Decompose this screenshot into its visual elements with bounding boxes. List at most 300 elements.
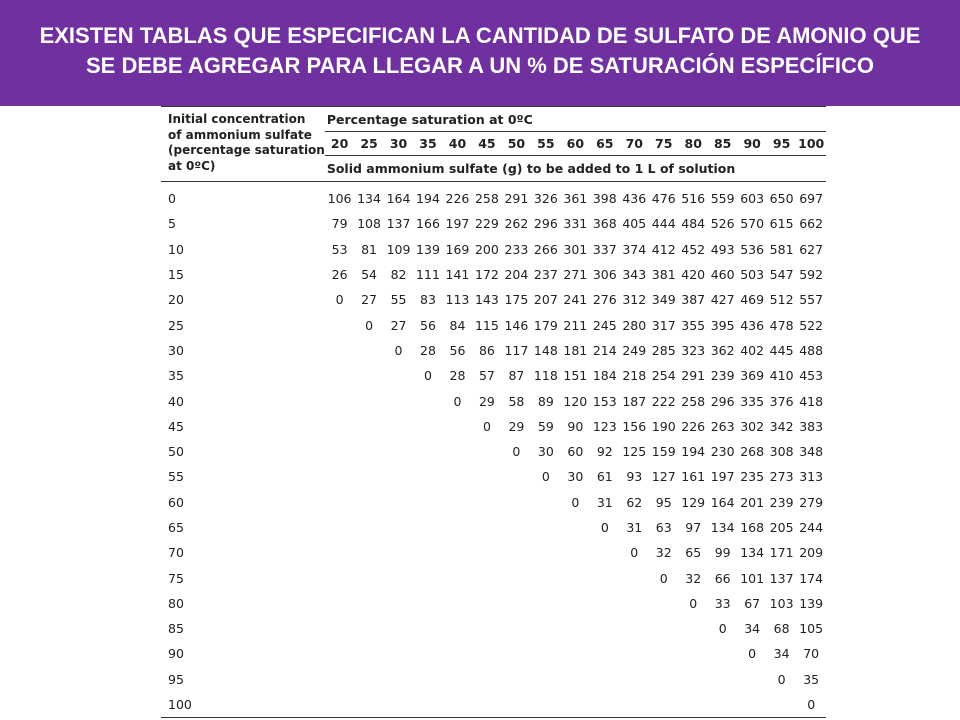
table-cell: 369 [740, 368, 765, 384]
table-cell [620, 616, 649, 641]
table-cell: 197 [445, 216, 470, 232]
table-cell: 32 [685, 570, 702, 586]
table-cell: 452 [681, 241, 706, 257]
table-row [161, 641, 826, 666]
table-cell [325, 641, 354, 666]
table-cell: 26 [331, 267, 348, 283]
table-cell: 469 [740, 292, 765, 308]
table-cell [413, 439, 442, 464]
table-cell: 335 [740, 393, 765, 409]
table-cell: 134 [740, 545, 765, 561]
table-cell: 99 [714, 545, 731, 561]
header-line: of ammonium sulfate [168, 127, 312, 142]
table-cell [561, 515, 590, 540]
table-cell: 0 [482, 418, 491, 434]
table-row [161, 262, 826, 287]
title-banner [0, 0, 960, 106]
table-cell: 28 [449, 368, 466, 384]
table-cell: 405 [622, 216, 647, 232]
table-cell [443, 667, 472, 692]
table-cell: 141 [445, 267, 470, 283]
table-cell [649, 591, 678, 616]
table-cell [413, 692, 442, 718]
table-cell [708, 692, 737, 718]
table-cell [502, 515, 531, 540]
percentage-saturation-header: Percentage saturation at 0ºC [325, 107, 826, 132]
table-cell: 0 [630, 545, 639, 561]
table-cell [325, 414, 354, 439]
table-cell: 418 [799, 393, 824, 409]
solid-ammonium-sulfate-header: Solid ammonium sulfate (g) to be added to 1 L of solution [325, 156, 826, 182]
table-cell: 30 [537, 444, 554, 460]
table-cell: 239 [769, 494, 794, 510]
table-cell: 460 [710, 267, 735, 283]
percentage-column-header: 55 [531, 132, 560, 156]
table-cell: 156 [622, 418, 647, 434]
initial-concentration-cell: 55 [168, 469, 184, 485]
table-cell [384, 388, 413, 413]
table-cell: 285 [651, 342, 676, 358]
table-cell: 222 [651, 393, 676, 409]
table-cell: 0 [689, 595, 698, 611]
table-cell: 113 [445, 292, 470, 308]
table-cell [354, 363, 383, 388]
table-cell [413, 667, 442, 692]
table-cell [561, 565, 590, 590]
table-cell [413, 641, 442, 666]
table-cell [443, 414, 472, 439]
table-cell [561, 540, 590, 565]
table-cell: 31 [626, 520, 643, 535]
table-row [161, 591, 826, 616]
table-cell: 70 [803, 646, 820, 662]
table-cell: 209 [799, 545, 824, 561]
initial-concentration-cell: 15 [168, 267, 184, 283]
table-row [161, 287, 826, 312]
table-cell [649, 692, 678, 718]
initial-concentration-cell: 60 [168, 494, 184, 510]
table-cell: 0 [659, 570, 668, 586]
table-cell: 197 [710, 469, 735, 485]
table-cell [502, 641, 531, 666]
table-cell [325, 464, 354, 489]
table-cell: 168 [740, 520, 765, 535]
table-cell: 0 [777, 671, 786, 687]
table-cell [708, 641, 737, 666]
table-cell: 28 [420, 342, 436, 358]
table-cell: 109 [386, 241, 411, 257]
table-cell: 30 [567, 469, 584, 485]
table-cell [413, 540, 442, 565]
table-row [161, 182, 826, 212]
table-cell: 342 [769, 418, 794, 434]
table-cell: 90 [567, 418, 584, 434]
table-cell [325, 692, 354, 718]
table-cell [502, 540, 531, 565]
table-cell: 239 [710, 368, 735, 384]
table-cell: 56 [449, 342, 466, 358]
table-cell [561, 591, 590, 616]
table-cell [561, 616, 590, 641]
table-cell [354, 616, 383, 641]
table-cell: 125 [622, 444, 647, 460]
table-cell [502, 616, 531, 641]
table-cell: 86 [478, 342, 495, 358]
table-cell [620, 667, 649, 692]
table-cell: 603 [740, 191, 765, 207]
table-cell [472, 667, 501, 692]
table-cell [354, 414, 383, 439]
table-cell: 68 [773, 621, 790, 637]
table-cell [590, 591, 619, 616]
percentage-column-header: 85 [708, 132, 737, 156]
table-cell: 115 [474, 317, 499, 333]
initial-concentration-cell: 0 [168, 191, 176, 207]
table-cell [590, 616, 619, 641]
table-cell: 241 [563, 292, 588, 308]
table-cell: 453 [799, 368, 824, 384]
table-cell: 343 [622, 267, 647, 283]
table-cell: 476 [651, 191, 676, 207]
table-cell: 503 [740, 267, 765, 283]
header-line: (percentage saturation [168, 143, 325, 157]
table-cell [325, 490, 354, 515]
table-cell [590, 540, 619, 565]
table-cell: 134 [710, 520, 735, 535]
table-cell: 547 [769, 267, 794, 283]
table-cell: 134 [357, 191, 381, 207]
table-cell: 0 [394, 342, 403, 358]
table-cell [325, 388, 354, 413]
table-cell: 0 [796, 692, 826, 718]
table-row [161, 490, 826, 515]
table-cell: 0 [424, 368, 432, 384]
table-cell: 581 [769, 241, 794, 257]
table-cell: 308 [769, 444, 794, 460]
table-row [161, 439, 826, 464]
table-cell: 179 [533, 317, 558, 333]
table-cell: 62 [626, 494, 643, 510]
table-cell [354, 388, 383, 413]
table-cell [354, 439, 383, 464]
table-cell: 181 [563, 342, 588, 358]
percentage-column-header: 25 [354, 132, 383, 156]
table-cell [472, 515, 501, 540]
table-cell: 650 [769, 191, 794, 207]
table-cell: 383 [799, 418, 824, 434]
table-cell: 127 [651, 469, 676, 485]
table-cell [531, 692, 560, 718]
table-cell [384, 464, 413, 489]
table-cell: 200 [474, 241, 499, 257]
table-cell [384, 490, 413, 515]
table-cell: 27 [361, 292, 377, 308]
table-cell: 164 [710, 494, 735, 510]
table-cell [531, 616, 560, 641]
table-cell [325, 439, 354, 464]
percentage-column-header: 70 [620, 132, 649, 156]
table-cell: 312 [622, 292, 647, 308]
table-cell: 101 [740, 570, 765, 586]
table-cell: 29 [508, 418, 525, 434]
table-cell [325, 338, 354, 363]
table-cell [384, 692, 413, 718]
table-cell: 249 [622, 342, 647, 358]
initial-concentration-cell: 10 [168, 241, 184, 257]
table-cell [502, 490, 531, 515]
table-cell [384, 540, 413, 565]
table-cell: 161 [681, 469, 706, 485]
table-cell: 105 [799, 621, 824, 637]
table-cell: 63 [655, 520, 672, 535]
table-cell: 266 [533, 241, 558, 257]
table-cell: 230 [710, 444, 735, 460]
table-cell: 194 [681, 444, 706, 460]
header-line: at 0ºC) [168, 158, 216, 173]
table-cell [708, 667, 737, 692]
table-cell: 67 [744, 595, 761, 611]
table-cell: 273 [769, 469, 794, 485]
table-row [161, 565, 826, 590]
initial-concentration-cell: 30 [168, 342, 184, 358]
table-cell: 0 [541, 469, 550, 485]
table-cell: 59 [537, 418, 554, 434]
percentage-column-header: 40 [443, 132, 472, 156]
table-cell [325, 312, 354, 337]
table-cell: 0 [453, 393, 462, 409]
table-cell [354, 540, 383, 565]
table-cell [561, 692, 590, 718]
initial-concentration-cell: 70 [168, 545, 184, 561]
table-cell [413, 464, 442, 489]
table-cell [620, 565, 649, 590]
table-cell [443, 515, 472, 540]
percentage-column-header: 20 [325, 132, 354, 156]
table-cell [443, 464, 472, 489]
table-cell: 87 [508, 368, 525, 384]
table-cell: 139 [799, 595, 824, 611]
table-cell: 81 [361, 241, 377, 257]
table-cell [325, 591, 354, 616]
table-cell [620, 641, 649, 666]
table-cell: 337 [592, 241, 617, 257]
table-cell: 374 [622, 241, 647, 257]
table-cell: 662 [799, 216, 824, 232]
table-cell: 245 [592, 317, 617, 333]
table-cell: 214 [592, 342, 617, 358]
table-cell: 402 [740, 342, 765, 358]
table-cell: 615 [769, 216, 794, 232]
table-cell [472, 591, 501, 616]
table-cell: 301 [563, 241, 588, 257]
table-cell [737, 667, 766, 692]
table-cell: 258 [474, 191, 499, 207]
table-cell [649, 667, 678, 692]
table-cell [354, 464, 383, 489]
table-cell [443, 616, 472, 641]
table-row [161, 237, 826, 262]
table-cell: 313 [799, 469, 824, 485]
table-cell: 233 [504, 241, 529, 257]
table-cell [384, 616, 413, 641]
table-cell: 57 [478, 368, 495, 384]
table-cell: 348 [799, 444, 824, 460]
table-cell [443, 692, 472, 718]
table-cell: 97 [685, 520, 702, 535]
table-cell: 117 [504, 342, 529, 358]
initial-concentration-cell: 5 [168, 216, 176, 232]
table-cell: 559 [710, 191, 735, 207]
table-cell: 387 [681, 292, 706, 308]
percentage-column-header: 90 [737, 132, 766, 156]
percentage-column-header: 35 [413, 132, 442, 156]
table-row [161, 388, 826, 413]
table-row [161, 667, 826, 692]
table-cell: 79 [331, 216, 348, 232]
table-cell [502, 591, 531, 616]
table-cell: 207 [533, 292, 558, 308]
table-cell [354, 641, 383, 666]
table-cell: 488 [799, 342, 824, 358]
table-cell: 512 [769, 292, 794, 308]
table-cell: 296 [533, 216, 558, 232]
table-cell [443, 540, 472, 565]
table-cell: 302 [740, 418, 765, 434]
table-cell [531, 591, 560, 616]
table-cell: 317 [651, 317, 676, 333]
table-cell: 306 [592, 267, 617, 283]
table-cell: 355 [681, 317, 706, 333]
table-cell [325, 616, 354, 641]
table-cell: 89 [537, 393, 554, 409]
initial-concentration-cell: 50 [168, 444, 184, 460]
table-cell: 82 [390, 267, 407, 283]
table-cell: 61 [596, 469, 613, 485]
table-cell: 291 [504, 191, 529, 207]
table-cell [384, 667, 413, 692]
initial-concentration-cell: 25 [168, 317, 184, 333]
slide-title: EXISTEN TABLAS QUE ESPECIFICAN LA CANTIDAD DE SULFATO DE AMONIO QUE SE DEBE AGREGAR PARA LLEGAR A UN % DE SATURACIÓN ESPECÍFICO [39, 23, 921, 78]
table-cell: 0 [365, 317, 374, 333]
table-cell: 271 [563, 267, 588, 283]
table-cell [531, 565, 560, 590]
initial-concentration-header [161, 107, 325, 182]
table-cell: 516 [681, 191, 706, 207]
initial-concentration-cell: 75 [168, 570, 184, 586]
table-cell: 93 [626, 469, 643, 485]
table-cell: 368 [592, 216, 617, 232]
percentage-column-header: 100 [796, 132, 826, 156]
table-cell: 398 [592, 191, 617, 207]
table-cell [384, 439, 413, 464]
table-cell: 34 [773, 646, 790, 662]
table-cell: 420 [681, 267, 706, 283]
percentage-column-header: 50 [502, 132, 531, 156]
table-cell: 258 [681, 393, 706, 409]
table-cell: 244 [799, 520, 824, 535]
initial-concentration-cell: 45 [168, 418, 184, 434]
table-cell [472, 490, 501, 515]
table-cell: 237 [533, 267, 558, 283]
table-cell: 187 [622, 393, 647, 409]
table-row [161, 414, 826, 439]
table-cell: 410 [769, 368, 794, 384]
table-cell: 92 [596, 444, 613, 460]
initial-concentration-cell: 20 [168, 292, 184, 308]
table-cell: 436 [740, 317, 765, 333]
table-cell [413, 565, 442, 590]
table-cell: 323 [681, 342, 706, 358]
table-cell [502, 667, 531, 692]
table-row [161, 312, 826, 337]
table-cell: 436 [622, 191, 647, 207]
table-cell: 570 [740, 216, 765, 232]
table-cell [443, 565, 472, 590]
table-cell [413, 490, 442, 515]
table-cell: 427 [710, 292, 735, 308]
table-cell: 280 [622, 317, 647, 333]
table-cell: 276 [592, 292, 617, 308]
table-cell: 444 [651, 216, 676, 232]
table-cell [325, 515, 354, 540]
table-cell: 172 [474, 267, 499, 283]
table-cell [590, 667, 619, 692]
table-cell: 0 [512, 444, 521, 460]
table-row [161, 363, 826, 388]
table-row [161, 515, 826, 540]
table-cell [413, 388, 442, 413]
table-cell [443, 641, 472, 666]
table-cell [590, 692, 619, 718]
ammonium-sulfate-table [161, 106, 826, 712]
table-row [161, 211, 826, 236]
table-cell [472, 540, 501, 565]
table-cell: 262 [504, 216, 529, 232]
table-cell: 331 [563, 216, 588, 232]
table-cell [384, 363, 413, 388]
percentage-column-header: 45 [472, 132, 501, 156]
table-cell: 32 [655, 545, 672, 561]
table-cell: 493 [710, 241, 735, 257]
table-cell: 169 [445, 241, 470, 257]
table-cell: 229 [474, 216, 499, 232]
table-cell: 53 [331, 241, 348, 257]
table-cell: 106 [327, 191, 352, 207]
table-cell: 95 [655, 494, 672, 510]
table-cell [354, 490, 383, 515]
table-cell [325, 565, 354, 590]
table-cell: 83 [420, 292, 436, 308]
table-cell: 0 [571, 494, 580, 510]
table-cell: 478 [769, 317, 794, 333]
table-cell [384, 641, 413, 666]
table-cell [472, 616, 501, 641]
percentage-column-header: 60 [561, 132, 590, 156]
table-cell: 218 [622, 368, 647, 384]
table-cell [472, 565, 501, 590]
table-cell: 0 [600, 520, 609, 535]
table-row [161, 692, 826, 718]
table-cell [531, 540, 560, 565]
table-cell [384, 591, 413, 616]
table-cell [413, 515, 442, 540]
table-cell [678, 641, 707, 666]
table-cell: 55 [390, 292, 407, 308]
table-cell: 190 [651, 418, 676, 434]
saturation-table [161, 106, 826, 718]
table-cell: 123 [592, 418, 617, 434]
table-cell: 118 [533, 368, 558, 384]
